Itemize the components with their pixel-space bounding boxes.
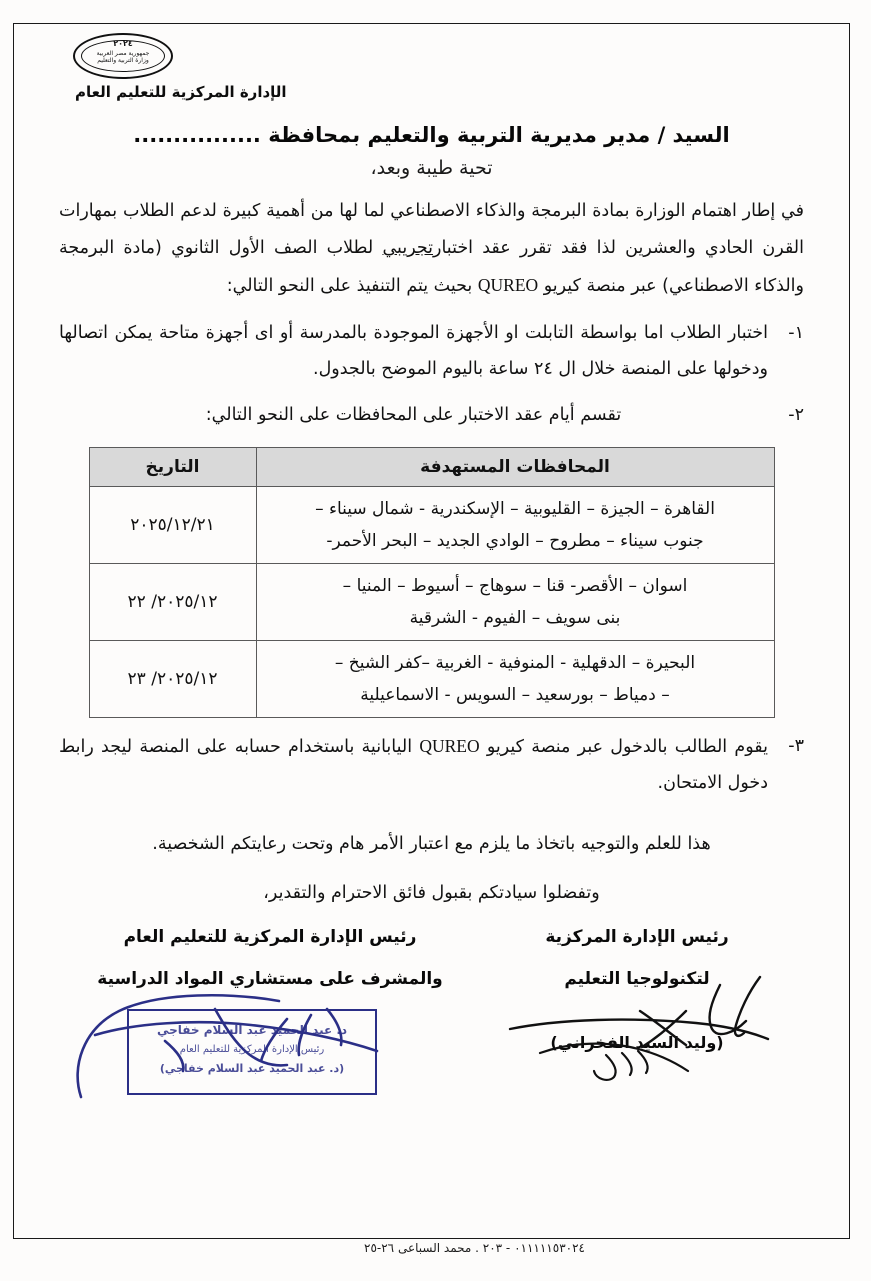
- intro-line-2b: لطلاب الصف الأول الثانوي: [171, 238, 383, 258]
- intro-emphasis-tajribi: تجريبي: [382, 238, 434, 258]
- footer-reference-code: ٢٠٣ . محمد السباعى ٢٦-٢٥: [364, 1241, 503, 1255]
- list-item-number-1: ١-: [788, 323, 804, 343]
- governorates-line-2: بنى سويف – الفيوم - الشرقية: [409, 608, 621, 628]
- stamp-line-1: د. عبد الحميد عبد السلام خفاجي: [156, 1023, 348, 1037]
- governorates-line-2: – دمياط – بورسعيد – السويس - الاسماعيلية: [360, 685, 670, 705]
- seal-inner-line-1: جمهورية مصر العربية: [96, 50, 150, 57]
- list-item-number-2: ٢-: [788, 405, 804, 425]
- list-item-text-3: [59, 728, 768, 801]
- list-item: [55, 728, 808, 801]
- official-stamp-text: [129, 1011, 375, 1078]
- exam-schedule-table: [89, 447, 775, 718]
- closing-note: هذا للعلم والتوجيه باتخاذ ما يلزم مع اعتبار الأمر هام وتحت رعايتكم الشخصية.: [152, 834, 711, 854]
- signature-right-name: (وليد السيد الفخراني): [550, 1033, 724, 1052]
- column-header-date: التاريخ: [89, 448, 256, 487]
- governorates-line-2: جنوب سيناء – مطروح – الوادي الجديد – البحر الأحمر-: [326, 531, 704, 551]
- governorates-line-1: القاهرة – الجيزة – القليوبية – الإسكندرية - شمال سيناء –: [315, 499, 715, 519]
- department-name: الإدارة المركزية للتعليم العام: [75, 83, 287, 101]
- intro-line-1: في إطار اهتمام الوزارة بمادة البرمجة والذكاء الاصطناعي لما لها من أهمية كبيرة لدعم الطلاب: [122, 201, 804, 221]
- table-head: [89, 448, 774, 487]
- cell-date-1: ٢٠٢٥/١٢/٢١: [89, 487, 256, 564]
- table-row: [89, 564, 774, 641]
- cell-date-2: ٢٠٢٥/١٢/ ٢٢: [89, 564, 256, 641]
- cell-date-3: ٢٠٢٥/١٢/ ٢٣: [89, 641, 256, 718]
- list-item-3-text-b: اليابانية باستخدام حسابه على المنصة ليجد رابط دخول الامتحان.: [59, 737, 768, 793]
- page-footer: [42, 1241, 829, 1255]
- signature-block-left: [55, 927, 485, 989]
- stamp-line-2: رئيس الإدارة المركزية للتعليم العام: [179, 1044, 325, 1055]
- signature-right-title-line-2: لتكنولوجيا التعليم: [564, 969, 710, 989]
- signature-left-title-line-2: والمشرف على مستشاري المواد الدراسية: [97, 969, 443, 989]
- greeting-line: تحية طيبة وبعد،: [370, 157, 493, 179]
- footer-inner: [286, 1241, 585, 1255]
- intro-line-3a: (مادة البرمجة والذكاء الاصطناعي) عبر منصة كيريو: [59, 238, 804, 296]
- cell-governorates-3: [256, 641, 774, 718]
- signature-left-title-line-1: رئيس الإدارة المركزية للتعليم العام: [123, 927, 417, 947]
- cell-governorates-2: [256, 564, 774, 641]
- closing-regards: وتفضلوا سيادتكم بقبول فائق الاحترام والتقدير،: [263, 883, 600, 903]
- governorates-line-1: اسوان – الأقصر- قنا – سوهاج – أسيوط – المنيا –: [342, 576, 688, 596]
- table-header-row: [89, 448, 774, 487]
- footer-phone-number: ٠١١١١١٥٣٠٢٤ -: [505, 1241, 585, 1255]
- cell-governorates-1: [256, 487, 774, 564]
- column-header-governorates: المحافظات المستهدفة: [256, 448, 774, 487]
- platform-brand-name: QUREO: [419, 736, 480, 756]
- list-item-3-text-a: يقوم الطالب بالدخول عبر منصة كيريو: [479, 737, 768, 757]
- governorates-line-1: البحيرة – الدقهلية - المنوفية - الغربية –كفر الشيخ –: [334, 653, 696, 673]
- ministry-seal-icon: [73, 33, 173, 79]
- table-body: [89, 487, 774, 718]
- list-item: [55, 315, 808, 387]
- seal-inner-line-2: وزارة التربية والتعليم: [97, 57, 149, 64]
- list-item: [55, 397, 808, 433]
- list-item-text-2: تقسم أيام عقد الاختبار على المحافظات على النحو التالي:: [205, 405, 622, 425]
- seal-year: ٢٠٢٤: [113, 39, 133, 48]
- seal-inner-text: [75, 50, 171, 64]
- letterhead: [55, 33, 808, 101]
- signature-right-title-line-1: رئيس الإدارة المركزية: [545, 927, 729, 947]
- intro-line-2a: بمهارات القرن الحادي والعشرين لذا فقد تقرر عقد اختبار: [59, 201, 804, 258]
- platform-brand-name: QUREO: [477, 275, 539, 295]
- document-content: [13, 23, 850, 1239]
- intro-line-3b: بحيث يتم التنفيذ على النحو التالي:: [226, 276, 478, 296]
- list-item-number-3: ٣-: [788, 736, 804, 756]
- intro-paragraph: [55, 193, 808, 305]
- table-row: [89, 487, 774, 564]
- signature-area: [55, 927, 808, 1157]
- page-title: السيد / مدير مديرية التربية والتعليم بمحافظة ................: [133, 123, 730, 147]
- stamp-line-3: (د. عبد الحميد عبد السلام خفاجي): [159, 1062, 345, 1075]
- signature-block-right: [472, 927, 802, 1052]
- table-row: [89, 641, 774, 718]
- list-item-text-1: اختبار الطلاب اما بواسطة التابلت او الأجهزة الموجودة بالمدرسة أو اى أجهزة متاحة يمكن اتصالها ودخولها على المنصة خلال ال ٢٤ ساعة باليوم الموضح بالجدول.: [59, 323, 768, 379]
- official-stamp: [127, 1009, 377, 1095]
